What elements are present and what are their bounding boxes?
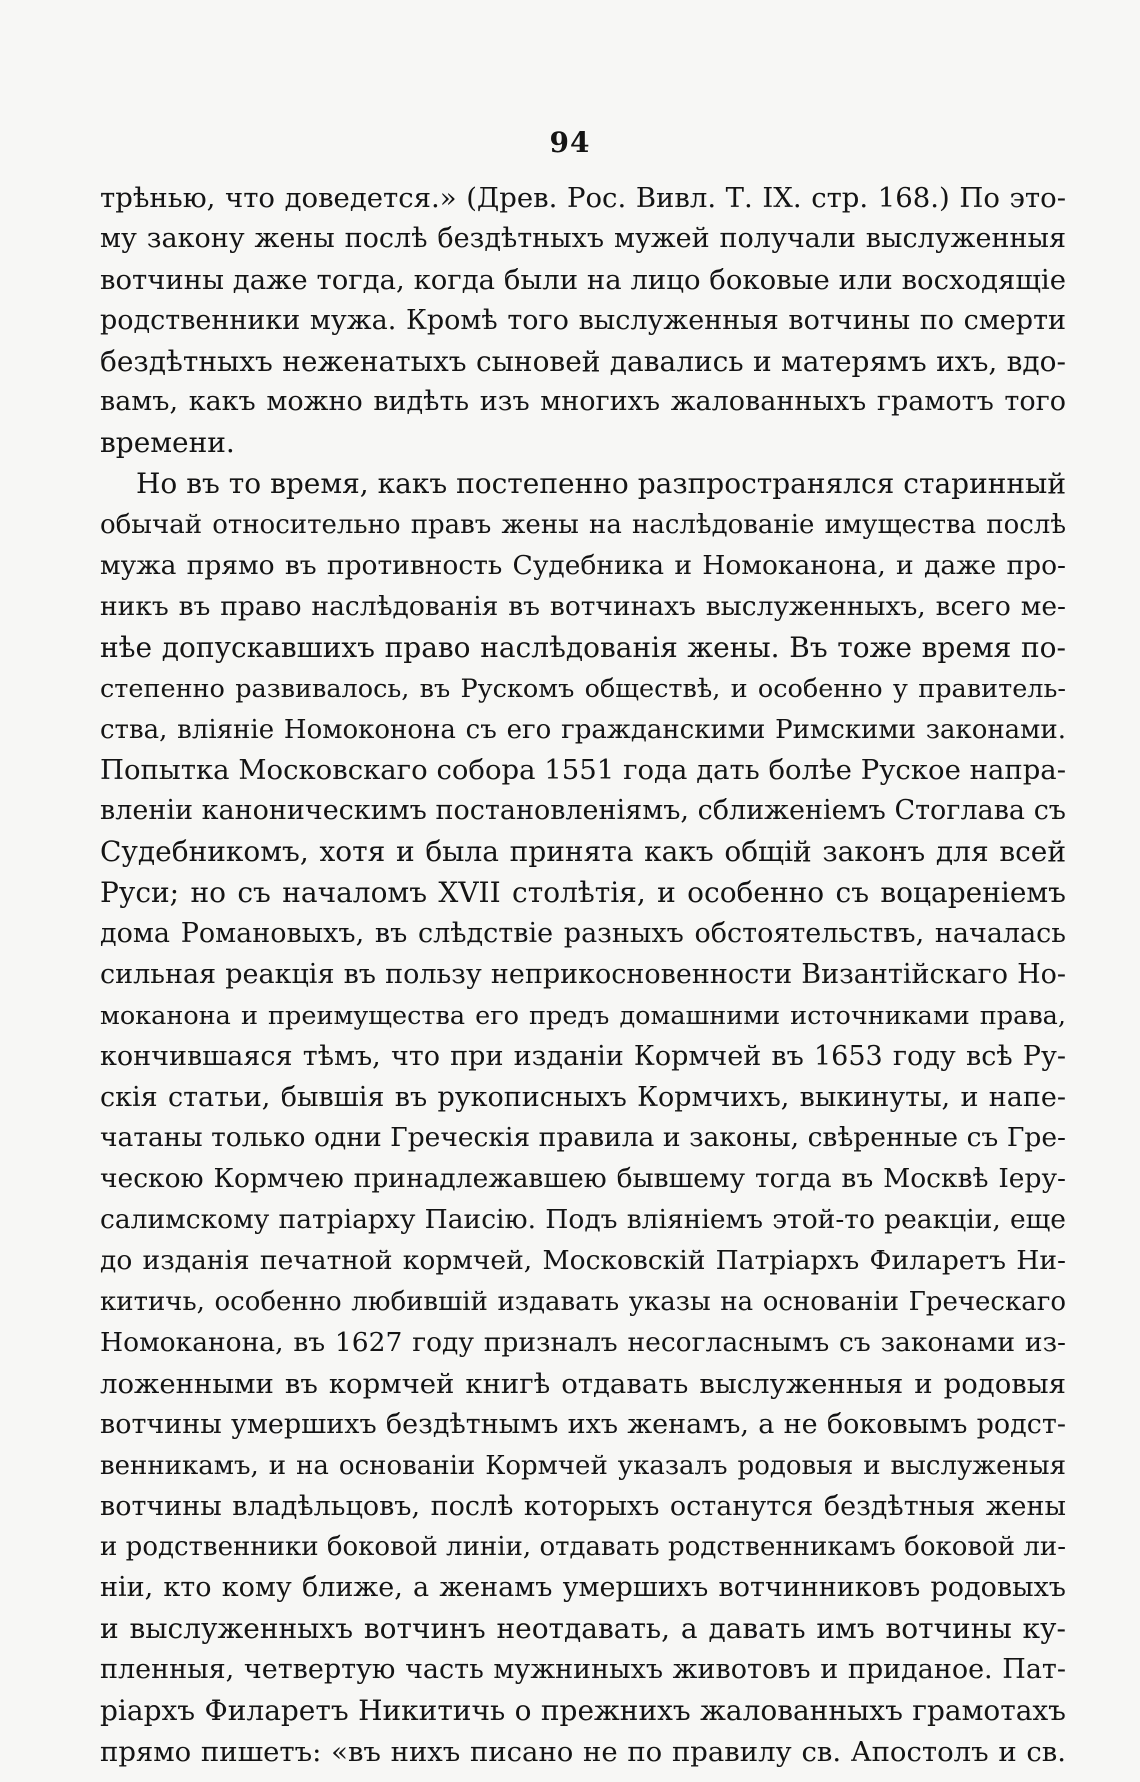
text-line: прямо пишетъ: «въ нихъ писано не по правилу св. Апостолъ и св. bbox=[100, 1735, 1066, 1768]
text-line: нѣе допускавшихъ право наслѣдованія жены. Въ тоже время по- bbox=[100, 630, 1066, 664]
text-line: Номоканона, въ 1627 году призналъ несогласнымъ съ законами из- bbox=[100, 1326, 1066, 1358]
text-line: Руси; но съ началомъ XVII столѣтія, и особенно съ воцареніемъ bbox=[100, 876, 1066, 910]
text-line: китичь, особенно любившій издавать указы на основаніи Греческаго bbox=[100, 1287, 1066, 1318]
text-line: Попытка Московскаго собора 1551 года дать болѣе Руское напра- bbox=[100, 754, 1066, 787]
text-line: мужа прямо въ противность Судебника и Номоканона, и даже про- bbox=[100, 550, 1066, 582]
text-line: вотчины умершихъ бездѣтнымъ ихъ женамъ, а не боковымъ родст- bbox=[100, 1408, 1066, 1440]
text-line: вамъ, какъ можно видѣть изъ многихъ жалованныхъ грамотъ того bbox=[100, 386, 1066, 418]
text-line: венникамъ, и на основаніи Кормчей указалъ родовыя и выслуженыя bbox=[100, 1450, 1066, 1481]
text-line: времени. bbox=[100, 426, 235, 460]
text-line: ческою Кормчею принадлежавшею бывшему тогда въ Москвѣ Іеру- bbox=[100, 1163, 1066, 1195]
page-body bbox=[100, 178, 1066, 1773]
text-line: ложенными въ кормчей книгѣ отдавать выслуженныя и родовыя bbox=[100, 1367, 1066, 1400]
paragraph-1 bbox=[100, 178, 1066, 464]
page-number: 94 bbox=[549, 126, 591, 159]
text-line: Судебникомъ, хотя и была принята какъ общій законъ для всей bbox=[100, 835, 1066, 869]
text-line: моканона и преимущества его предъ домашними источниками права, bbox=[100, 1000, 1066, 1031]
text-line: вленіи каноническимъ постановленіямъ, сближеніемъ Стоглава съ bbox=[100, 795, 1066, 827]
text-line: ства, вліяніе Номоконона съ его гражданскими Римскими законами. bbox=[100, 714, 1066, 745]
paragraph-2 bbox=[100, 464, 1066, 1773]
text-line: сильная реакція въ пользу неприкосновенности Византійскаго Но- bbox=[100, 958, 1066, 990]
text-line: ніи, кто кому ближе, а женамъ умершихъ вотчинниковъ родовыхъ bbox=[100, 1572, 1066, 1604]
text-line: дома Романовыхъ, въ слѣдствіе разныхъ обстоятельствъ, началась bbox=[100, 918, 1066, 950]
text-line: и выслуженныхъ вотчинъ неотдавать, а давать имъ вотчины ку- bbox=[100, 1612, 1066, 1646]
text-line: пленныя, четвертую часть мужниныхъ животовъ и приданое. Пат- bbox=[100, 1654, 1066, 1686]
text-line: кончившаяся тѣмъ, что при изданіи Кормчей въ 1653 году всѣ Ру- bbox=[100, 1040, 1066, 1072]
text-line: бездѣтныхъ неженатыхъ сыновей давались и матерямъ ихъ, вдо- bbox=[100, 344, 1066, 378]
text-line: му закону жены послѣ бездѣтныхъ мужей получали выслуженныя bbox=[100, 222, 1066, 254]
text-line: вотчины даже тогда, когда были на лицо боковые или восходящіе bbox=[100, 263, 1066, 296]
text-line: трѣнью, что доведется.» (Древ. Рос. Вивл. Т. IX. стр. 168.) По это- bbox=[100, 182, 1066, 214]
text-line: обычай относительно правъ жены на наслѣдованіе имущества послѣ bbox=[100, 510, 1066, 541]
text-line: Но въ то время, какъ постепенно разпространялся старинный bbox=[136, 467, 1066, 501]
text-line: вотчины владѣльцовъ, послѣ которыхъ останутся бездѣтныя жены bbox=[100, 1490, 1066, 1522]
text-line: степенно развивалось, въ Рускомъ обществѣ, и особенно у правитель- bbox=[100, 673, 1066, 704]
text-line: до изданія печатной кормчей, Московскій Патріархъ Филаретъ Ни- bbox=[100, 1245, 1066, 1277]
text-line: никъ въ право наслѣдованія въ вотчинахъ выслуженныхъ, всего ме- bbox=[100, 590, 1066, 622]
text-line: салимскому патріарху Паисію. Подъ вліяніемъ этой-то реакціи, еще bbox=[100, 1204, 1066, 1236]
text-line: скія статьи, бывшія въ рукописныхъ Кормчихъ, выкинуты, и напе- bbox=[100, 1081, 1066, 1113]
text-line: родственники мужа. Кромѣ того выслуженныя вотчины по смерти bbox=[100, 304, 1066, 336]
text-line: ріархъ Филаретъ Никитичь о прежнихъ жалованныхъ грамотахъ bbox=[100, 1693, 1066, 1727]
text-line: и родственники боковой линіи, отдавать родственникамъ боковой ли- bbox=[100, 1532, 1066, 1563]
text-line: чатаны только одни Греческія правила и законы, свѣренные съ Гре- bbox=[100, 1122, 1066, 1154]
